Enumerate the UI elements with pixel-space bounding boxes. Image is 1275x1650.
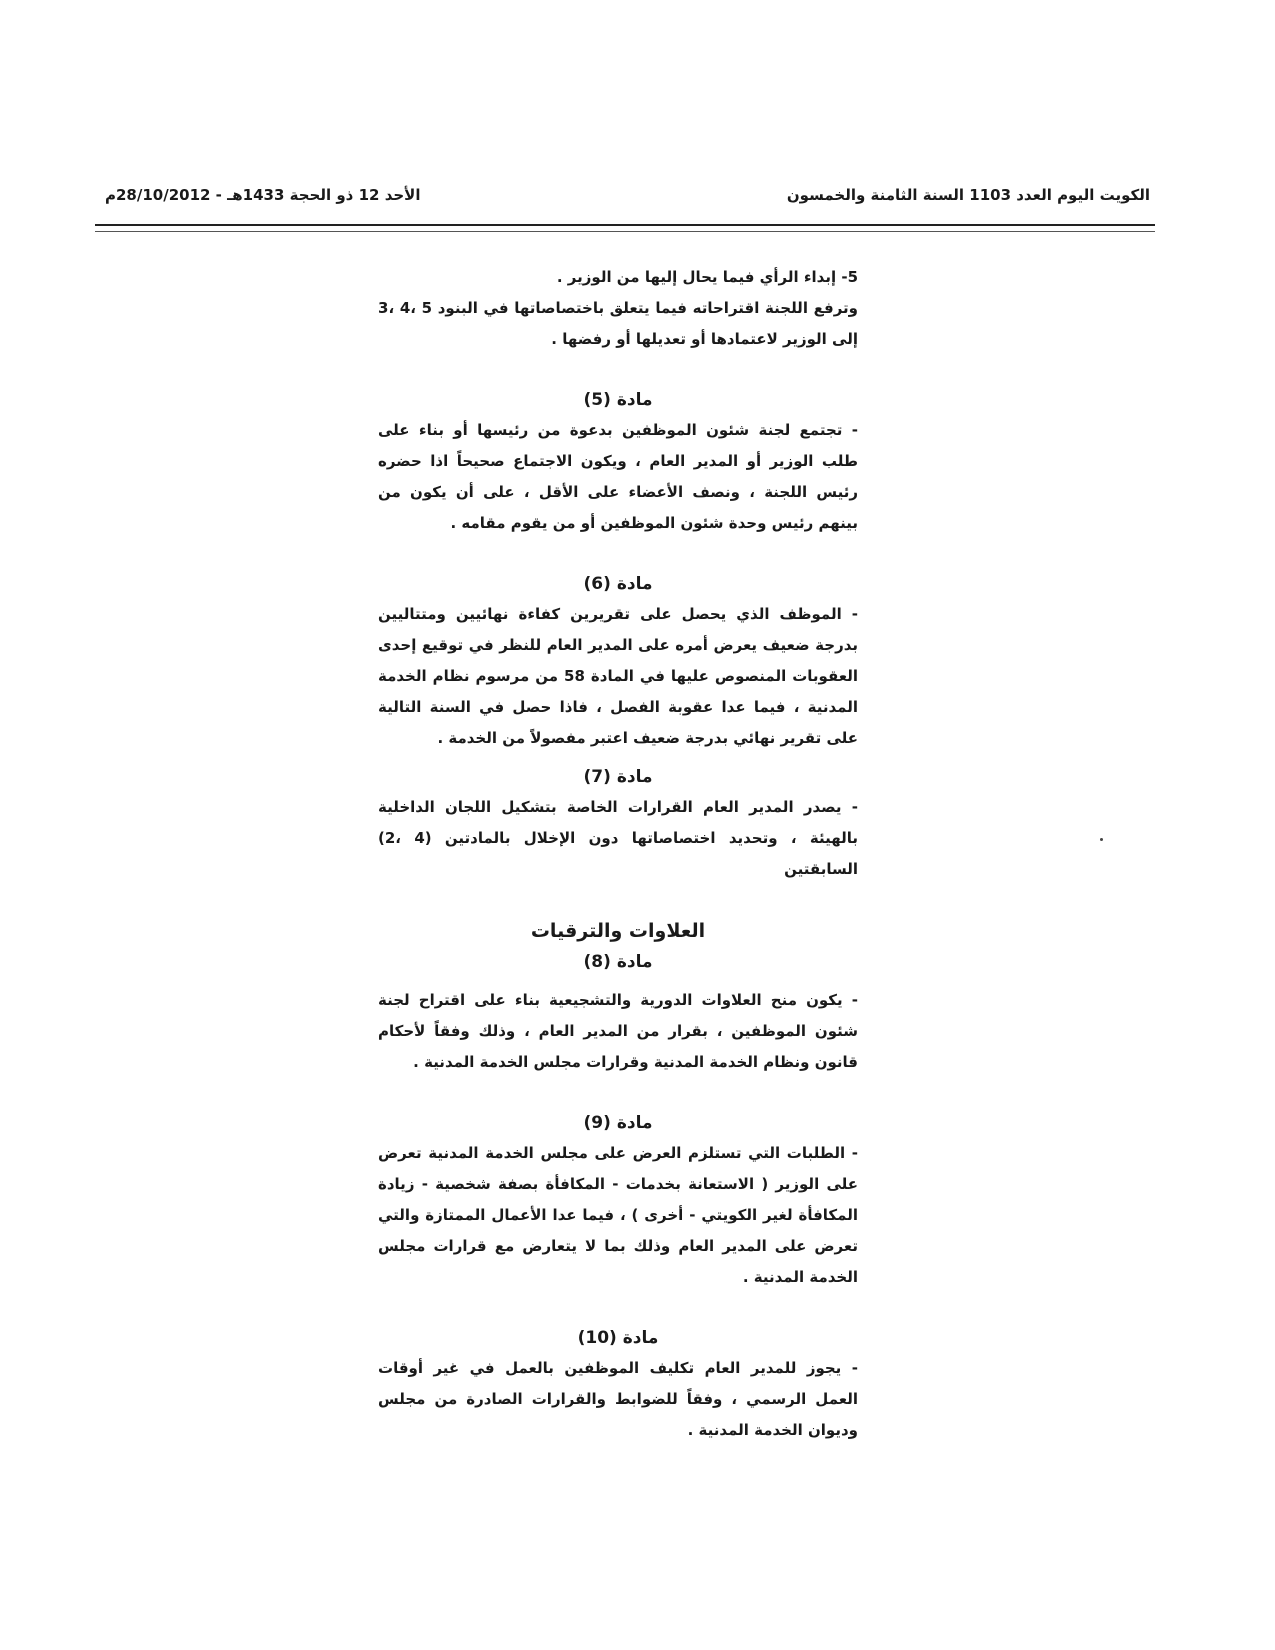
article-title: مادة (9)	[583, 1113, 653, 1133]
gazette-header	[105, 186, 1150, 216]
intro-paragraph: وترفع اللجنة اقتراحاته فيما يتعلق باختصاصاتها في البنود 5 ،4 ،3 إلى الوزير لاعتمادها أو تعديلها أو رفضها .	[378, 299, 858, 348]
article-title: مادة (5)	[583, 390, 653, 410]
text-column	[378, 262, 858, 1446]
article-7	[378, 762, 858, 885]
article-10	[378, 1323, 858, 1446]
gazette-date: الأحد 12 ذو الحجة 1433هـ - 28/10/2012م	[105, 186, 421, 204]
article-body: - يكون منح العلاوات الدورية والتشجيعية بناء على اقتراح لجنة شئون الموظفين ، بقرار من المدير العام ، وذلك وفقاً لأحكام قانون ونظام الخدمة المدنية وقرارات مجلس الخدمة المدنية .	[378, 991, 858, 1071]
article-title: مادة (8)	[583, 952, 653, 972]
article-9	[378, 1108, 858, 1293]
article-6	[378, 569, 858, 754]
gazette-issue-info: الكويت اليوم العدد 1103 السنة الثامنة والخمسون	[786, 186, 1150, 204]
article-body: - الموظف الذي يحصل على تقريرين كفاءة نهائيين ومتتاليين بدرجة ضعيف يعرض أمره على المدير العام للنظر في توقيع إحدى العقوبات المنصوص عليها في المادة 58 من مرسوم نظام الخدمة المدنية ، فيما عدا عقوبة الفصل ، فاذا حصل في السنة التالية على تقرير نهائي بدرجة ضعيف اعتبر مفصولاً من الخدمة .	[378, 605, 858, 747]
article-body: - الطلبات التي تستلزم العرض على مجلس الخدمة المدنية تعرض على الوزير ( الاستعانة بخدمات - المكافأة بصفة شخصية - زيادة المكافأة لغير الكويتي - أخرى ) ، فيما عدا الأعمال الممتازة والتي تعرض على المدير العام وذلك بما لا يتعارض مع قرارات مجلس الخدمة المدنية .	[378, 1144, 858, 1286]
article-8	[378, 947, 858, 1078]
article-5	[378, 385, 858, 539]
section-title: العلاوات والترقيات	[530, 920, 706, 942]
article-title: مادة (7)	[583, 767, 653, 787]
scan-speck	[1100, 838, 1103, 841]
article-title: مادة (10)	[577, 1328, 659, 1348]
article-body: - يصدر المدير العام القرارات الخاصة بتشكيل اللجان الداخلية بالهيئة ، وتحديد اختصاصاتها دون الإخلال بالمادتين (4 ،2) السابقتين	[378, 798, 858, 878]
article-body: - تجتمع لجنة شئون الموظفين بدعوة من رئيسها أو بناء على طلب الوزير أو المدير العام ، ويكون الاجتماع صحيحاً اذا حضره رئيس اللجنة ، ونصف الأعضاء على الأقل ، على أن يكون من بينهم رئيس وحدة شئون الموظفين أو من يقوم مقامه .	[378, 421, 858, 532]
header-divider	[95, 224, 1155, 232]
article-title: مادة (6)	[583, 574, 653, 594]
intro-item-5: 5- إبداء الرأي فيما يحال إليها من الوزير .	[556, 268, 858, 286]
article-body: - يجوز للمدير العام تكليف الموظفين بالعمل في غير أوقات العمل الرسمي ، وفقاً للضوابط والقرارات الصادرة من مجلس وديوان الخدمة المدنية .	[378, 1359, 858, 1439]
